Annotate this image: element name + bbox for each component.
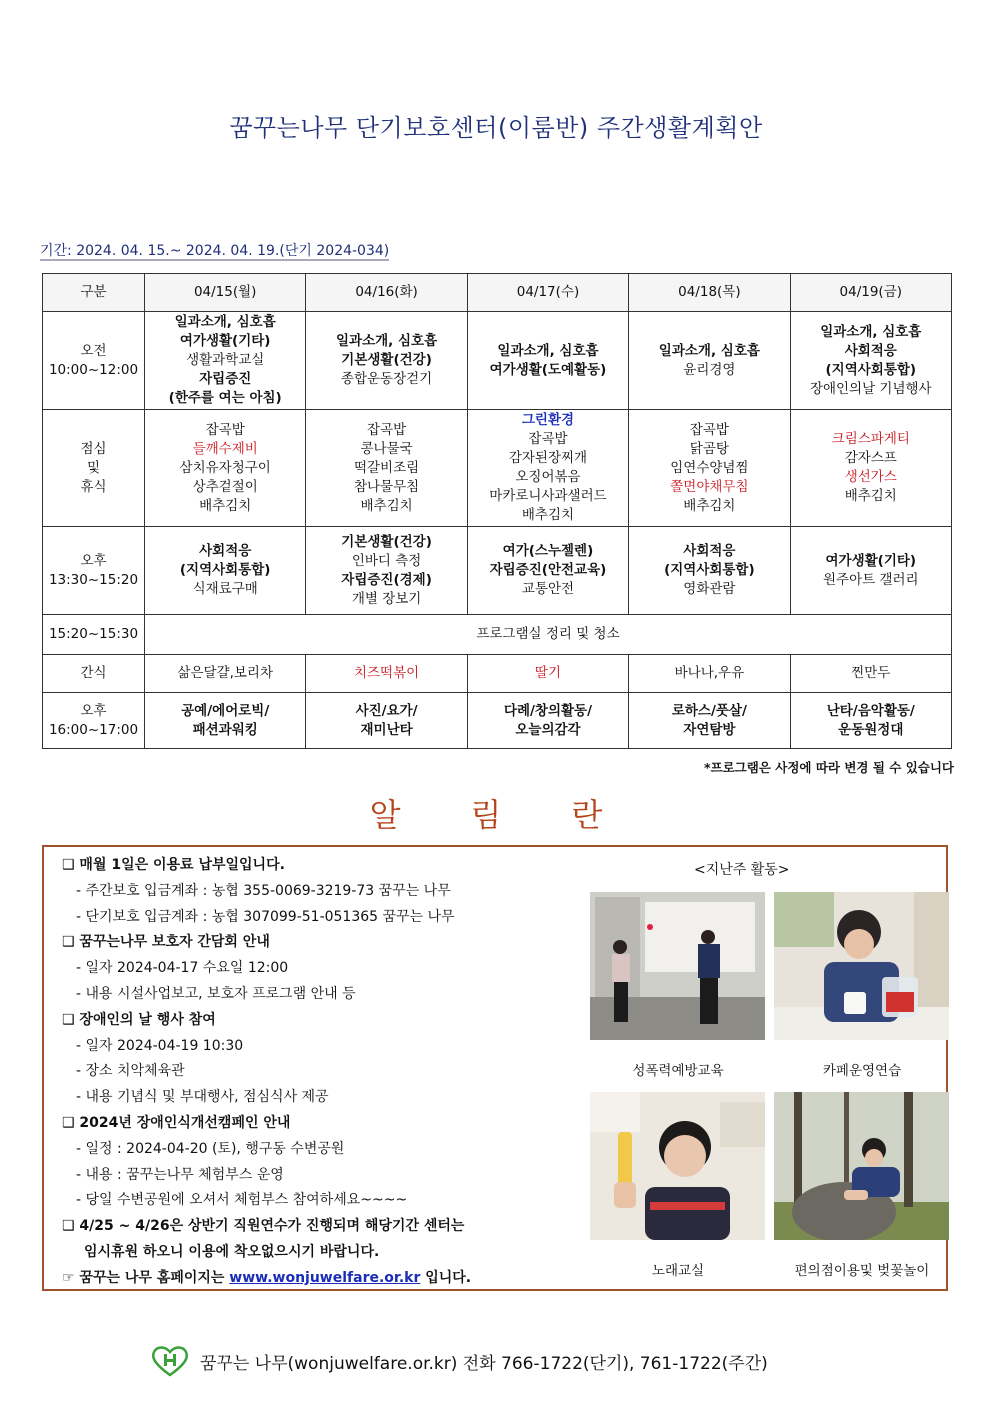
row-label-line: 13:30~15:20 bbox=[48, 571, 139, 588]
photo-singing bbox=[590, 1092, 765, 1240]
notice-line: ❑ 2024년 장애인식개선캠페인 안내 bbox=[62, 1114, 291, 1131]
cell-line: 일과소개, 심호흡 bbox=[174, 314, 276, 330]
row-label-line: 및 bbox=[86, 459, 101, 476]
cell-line: 자립증진(경제) bbox=[341, 571, 432, 588]
lunch-menu-cell bbox=[790, 410, 951, 527]
cell-line: 참나물무침 bbox=[353, 478, 420, 495]
notice-line: - 내용 : 꿈꾸는나무 체험부스 운영 bbox=[76, 1166, 284, 1183]
notice-title: 알림란 bbox=[369, 796, 673, 834]
cleanup-row bbox=[43, 615, 952, 655]
caption-3: 노래교실 bbox=[651, 1263, 705, 1279]
header-day: 04/19(금) bbox=[790, 274, 951, 312]
cell-line: 사진/요가/ bbox=[355, 702, 418, 719]
cell-line: 배추김치 bbox=[521, 507, 575, 523]
cell-line: 닭곰탕 bbox=[689, 440, 729, 457]
cell-line: 기본생활(건강) bbox=[341, 352, 432, 368]
cell-line: 배추김치 bbox=[199, 497, 252, 514]
cell-line: 배추김치 bbox=[844, 488, 897, 504]
homepage-suffix: 입니다. bbox=[420, 1269, 472, 1286]
cell-line: 운동원정대 bbox=[838, 721, 904, 738]
homepage-line bbox=[62, 1266, 602, 1292]
cell-line: 크림스파게티 bbox=[831, 431, 910, 447]
afternoon-cell bbox=[306, 527, 467, 615]
cell-line: 잡곡밥 bbox=[205, 421, 245, 438]
afternoon-row bbox=[43, 527, 952, 615]
cell-line: 자립증진(안전교육) bbox=[489, 562, 607, 578]
late-activity-cell bbox=[145, 693, 306, 749]
cleanup-time: 15:20~15:30 bbox=[43, 615, 145, 655]
footer bbox=[150, 1345, 768, 1377]
header-category: 구분 bbox=[43, 274, 145, 312]
cell-line: 생활과학교실 bbox=[186, 352, 265, 368]
snack-cell: 치즈떡볶이 bbox=[306, 655, 467, 693]
cell-line: 떡갈비조림 bbox=[353, 459, 420, 476]
notice-line: - 주간보호 입금계좌 : 농협 355-0069-3219-73 꿈꾸는 나무 bbox=[76, 882, 451, 899]
header-day: 04/18(목) bbox=[629, 274, 790, 312]
cell-line: 잡곡밥 bbox=[528, 431, 568, 447]
notice-line: - 일정 : 2024-04-20 (토), 행구동 수변공원 bbox=[76, 1140, 345, 1157]
snack-label: 간식 bbox=[43, 655, 145, 693]
cell-line: (지역사회통합) bbox=[664, 562, 755, 578]
cell-line: 여가생활(도예활동) bbox=[489, 361, 607, 378]
header-row bbox=[43, 274, 952, 312]
cell-line: (지역사회통합) bbox=[825, 361, 917, 378]
weekly-schedule-table bbox=[42, 273, 952, 749]
cell-line: 자립증진 bbox=[199, 371, 252, 387]
row-label-line: 오후 bbox=[80, 552, 107, 569]
heart-logo-icon bbox=[150, 1345, 190, 1377]
lunch-row bbox=[43, 410, 952, 527]
cell-line: 그린환경 bbox=[521, 412, 575, 428]
notice-box bbox=[42, 845, 948, 1291]
afternoon-cell bbox=[790, 527, 951, 615]
row-label-line: 휴식 bbox=[80, 478, 107, 495]
late-activity-cell bbox=[306, 693, 467, 749]
late-activity-cell bbox=[629, 693, 790, 749]
lunch-menu-cell bbox=[467, 410, 628, 527]
late-activity-cell bbox=[790, 693, 951, 749]
row-label-line: 오후 bbox=[80, 702, 107, 719]
lunch-menu-cell bbox=[629, 410, 790, 527]
cell-line: 일과소개, 심호흡 bbox=[820, 323, 922, 340]
cell-line: 여가(스누젤렌) bbox=[502, 543, 594, 559]
lunch-label bbox=[43, 410, 145, 527]
caption-4: 편의점이용및 벚꽃놀이 bbox=[794, 1263, 930, 1279]
cell-line: 로하스/풋살/ bbox=[671, 702, 747, 719]
row-label-line: 10:00~12:00 bbox=[48, 361, 139, 378]
cell-line: 배추김치 bbox=[683, 497, 736, 514]
cell-line: 일과소개, 심호흡 bbox=[497, 342, 599, 359]
header-day: 04/16(화) bbox=[306, 274, 467, 312]
cell-line: 콩나물국 bbox=[360, 440, 413, 457]
lunch-menu-cell bbox=[306, 410, 467, 527]
row-label-line: 오전 bbox=[80, 342, 107, 359]
period-label: 기간: 2024. 04. 15.~ 2024. 04. 19.(단기 2024-034) bbox=[40, 243, 390, 259]
cell-line: 잡곡밥 bbox=[689, 421, 729, 438]
cell-line: 여가생활(기타) bbox=[179, 333, 271, 349]
cell-line: 생선가스 bbox=[844, 469, 897, 485]
snack-cell: 삶은달걀,보리차 bbox=[145, 655, 306, 693]
cell-line: 윤리경영 bbox=[683, 361, 736, 378]
footer-text: 꿈꾸는 나무(wonjuwelfare.or.kr) 전화 766-1722(단기), 761-1722(주간) bbox=[200, 1353, 768, 1374]
afternoon-cell bbox=[629, 527, 790, 615]
notice-line: ❑ 4/25 ~ 4/26은 상반기 직원연수가 진행되며 해당기간 센터는 bbox=[62, 1218, 465, 1235]
cell-line: 상추겉절이 bbox=[192, 478, 258, 495]
cell-line: 감자스프 bbox=[844, 450, 897, 466]
cell-line: 공예/에어로빅/ bbox=[181, 702, 270, 719]
cell-line: 임연수양념찜 bbox=[670, 459, 749, 476]
cell-line: 오징어볶음 bbox=[515, 469, 581, 485]
cell-line: (한주를 여는 아침) bbox=[168, 390, 282, 406]
notice-line: - 단기보호 입금계좌 : 농협 307099-51-051365 꿈꾸는 나무 bbox=[76, 908, 455, 925]
snack-cell: 찐만두 bbox=[790, 655, 951, 693]
cell-line: 교통안전 bbox=[521, 581, 575, 597]
cell-line: 삼치유자청구이 bbox=[179, 459, 271, 476]
notice-line: - 당일 수변공원에 오셔서 체험부스 참여하세요~~~~ bbox=[76, 1192, 408, 1209]
afternoon-label bbox=[43, 527, 145, 615]
header-day: 04/17(수) bbox=[467, 274, 628, 312]
caption-2: 카페운영연습 bbox=[822, 1063, 902, 1079]
notice-list bbox=[62, 853, 602, 1292]
morning-cell bbox=[629, 312, 790, 410]
afternoon-cell bbox=[467, 527, 628, 615]
late-activity-cell bbox=[467, 693, 628, 749]
lunch-menu-cell bbox=[145, 410, 306, 527]
late-afternoon-row bbox=[43, 693, 952, 749]
morning-cell bbox=[790, 312, 951, 410]
notice-line: ❑ 꿈꾸는나무 보호자 간담회 안내 bbox=[62, 934, 270, 951]
cell-line: (지역사회통합) bbox=[179, 562, 271, 578]
notice-line: ❑ 장애인의 날 행사 참여 bbox=[62, 1011, 216, 1028]
cell-line: 패션과워킹 bbox=[192, 721, 258, 738]
homepage-prefix: ☞ 꿈꾸는 나무 홈페이지는 bbox=[62, 1269, 230, 1286]
afternoon-cell bbox=[145, 527, 306, 615]
cell-line: 쫄면야채무침 bbox=[670, 478, 749, 495]
notice-line: - 일자 2024-04-17 수요일 12:00 bbox=[76, 960, 289, 977]
morning-label bbox=[43, 312, 145, 410]
photo-park bbox=[774, 1092, 949, 1240]
cell-line: 개별 장보기 bbox=[351, 590, 422, 607]
cell-line: 사회적응 bbox=[683, 543, 736, 559]
cell-line: 식재료구매 bbox=[192, 581, 258, 597]
cell-line: 배추김치 bbox=[360, 497, 413, 514]
snack-cell: 바나나,우유 bbox=[629, 655, 790, 693]
snack-row bbox=[43, 655, 952, 693]
cell-line: 다례/창의활동/ bbox=[503, 702, 593, 719]
cell-line: 일과소개, 심호흡 bbox=[658, 342, 760, 359]
cell-line: 일과소개, 심호흡 bbox=[336, 333, 438, 349]
cell-line: 난타/음악활동/ bbox=[826, 702, 915, 719]
row-label-line: 점심 bbox=[80, 440, 107, 457]
notice-line: ❑ 매월 1일은 이용료 납부일입니다. bbox=[62, 857, 285, 873]
notice-line: - 장소 치악체육관 bbox=[76, 1063, 185, 1080]
photo-cafe bbox=[774, 892, 949, 1040]
notice-line: 임시휴원 하오니 이용에 착오없으시기 바랍니다. bbox=[84, 1243, 380, 1260]
header-day: 04/15(월) bbox=[145, 274, 306, 312]
change-note: *프로그램은 사정에 따라 변경 될 수 있습니다 bbox=[704, 760, 954, 775]
cell-line: 영화관람 bbox=[683, 581, 736, 597]
cell-line: 들깨수제비 bbox=[192, 440, 258, 457]
morning-cell bbox=[306, 312, 467, 410]
page-title: 꿈꾸는나무 단기보호센터(이룸반) 주간생활계획안 bbox=[229, 114, 763, 142]
notice-line: - 내용 시설사업보고, 보호자 프로그램 안내 등 bbox=[76, 985, 356, 1002]
cell-line: 원주아트 갤러리 bbox=[822, 571, 919, 588]
cell-line: 재미난타 bbox=[360, 721, 413, 738]
snack-cell: 딸기 bbox=[467, 655, 628, 693]
cell-line: 감자된장찌개 bbox=[508, 450, 588, 466]
notice-line: - 일자 2024-04-19 10:30 bbox=[76, 1037, 244, 1054]
homepage-link[interactable]: www.wonjuwelfare.or.kr bbox=[229, 1269, 421, 1286]
row-label-line: 16:00~17:00 bbox=[48, 721, 139, 738]
cell-line: 마카로니사과샐러드 bbox=[489, 488, 607, 504]
notice-line: - 내용 기념식 및 부대행사, 점심식사 제공 bbox=[76, 1089, 329, 1106]
cell-line: 종합운동장걷기 bbox=[340, 371, 433, 387]
cell-line: 기본생활(건강) bbox=[341, 533, 432, 550]
photo-classroom bbox=[590, 892, 765, 1040]
cell-line: 사회적응 bbox=[199, 543, 252, 559]
late-label bbox=[43, 693, 145, 749]
cell-line: 사회적응 bbox=[844, 342, 897, 359]
cell-line: 잡곡밥 bbox=[367, 421, 407, 438]
cell-line: 자연탐방 bbox=[683, 721, 736, 738]
cell-line: 여가생활(기타) bbox=[825, 552, 917, 569]
cell-line: 장애인의날 기념행사 bbox=[809, 380, 932, 397]
morning-row bbox=[43, 312, 952, 410]
caption-1: 성폭력예방교육 bbox=[632, 1063, 724, 1079]
cell-line: 오늘의감각 bbox=[515, 721, 581, 738]
gallery-title: <지난주 활동> bbox=[694, 862, 790, 878]
morning-cell bbox=[467, 312, 628, 410]
cleanup-text: 프로그램실 정리 및 청소 bbox=[145, 615, 952, 655]
cell-line: 인바디 측정 bbox=[351, 552, 422, 569]
morning-cell bbox=[145, 312, 306, 410]
